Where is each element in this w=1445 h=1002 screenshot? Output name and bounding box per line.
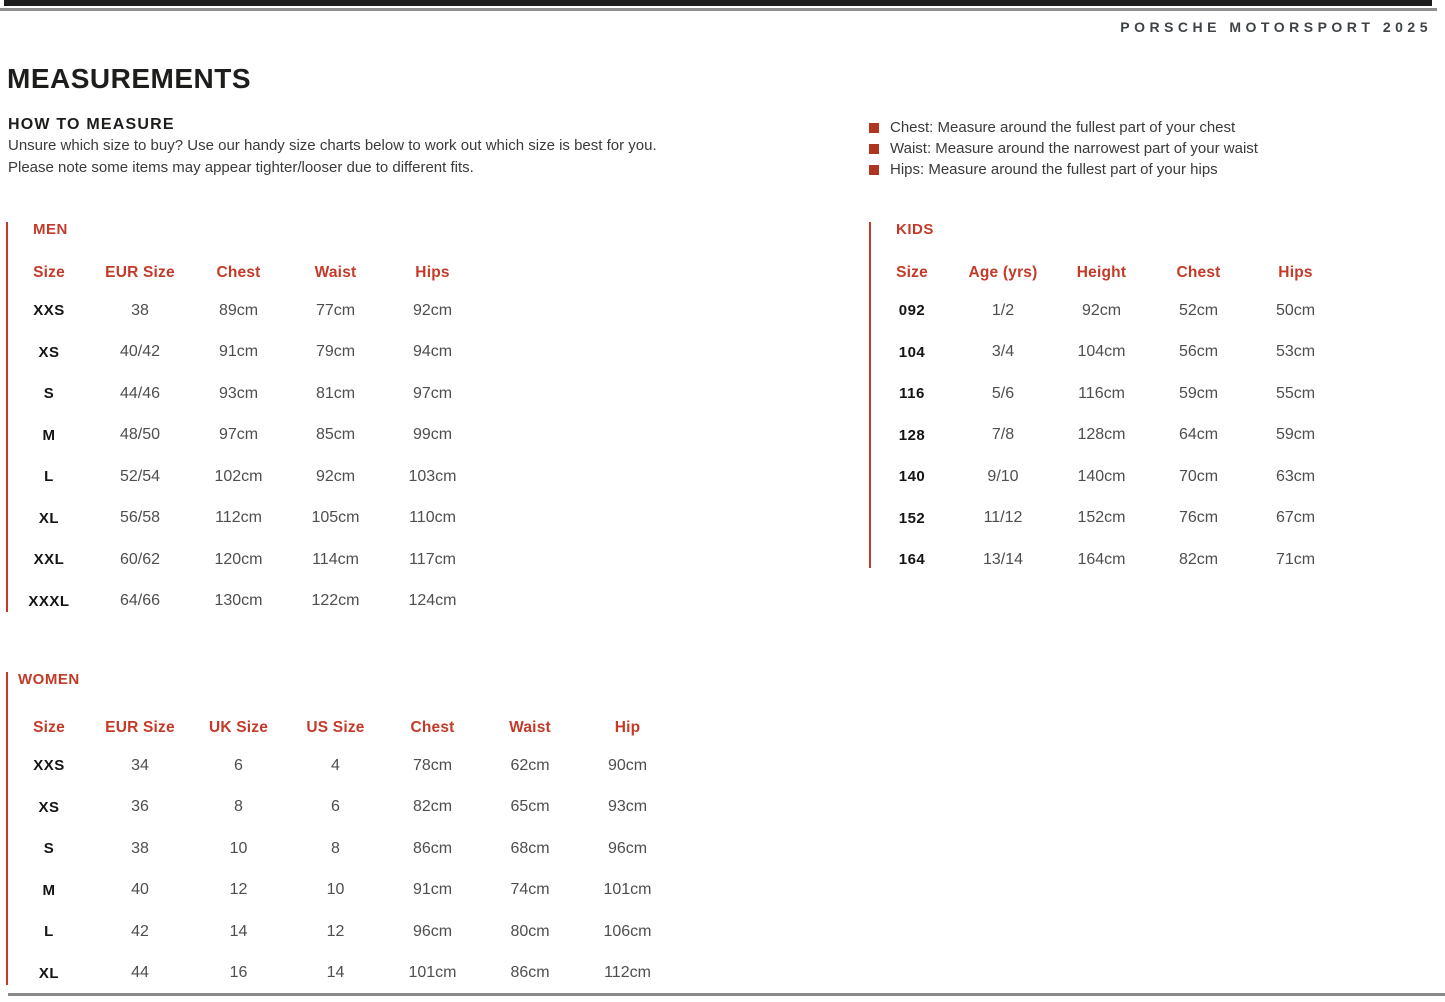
men-value-cell: 38 bbox=[131, 301, 149, 319]
women-value-cell: 34 bbox=[131, 756, 149, 774]
kids-value-cell: 64cm bbox=[1178, 426, 1219, 444]
kids-value-cell: 164cm bbox=[1077, 550, 1126, 568]
kids-value-cell: 11/12 bbox=[983, 509, 1023, 527]
women-column-header: Chest bbox=[410, 718, 455, 736]
women-value-cell: 8 bbox=[331, 839, 340, 857]
women-value-cell: 10 bbox=[326, 881, 345, 899]
tip-chest bbox=[869, 117, 1258, 138]
kids-value-cell: 152cm bbox=[1077, 509, 1126, 527]
men-value-cell: 81cm bbox=[315, 384, 356, 402]
women-value-cell: 62cm bbox=[510, 756, 550, 774]
bullet-square-icon bbox=[869, 144, 879, 154]
kids-value-cell: 92cm bbox=[1081, 301, 1122, 319]
kids-size-table bbox=[869, 222, 1344, 568]
kids-value-cell: 9/10 bbox=[987, 467, 1019, 485]
tip-text: Chest: Measure around the fullest part of your chest bbox=[890, 119, 1236, 136]
kids-value-cell: 7/8 bbox=[991, 426, 1015, 444]
women-value-cell: 12 bbox=[229, 881, 248, 899]
kids-column-header: Chest bbox=[1176, 263, 1221, 281]
women-value-cell: 65cm bbox=[510, 798, 550, 816]
kids-size-cell: 092 bbox=[898, 302, 926, 320]
men-size-cell: S bbox=[43, 385, 55, 403]
women-value-cell: 6 bbox=[234, 756, 243, 774]
kids-value-cell: 140cm bbox=[1077, 467, 1126, 485]
kids-size-cell: 116 bbox=[899, 385, 925, 403]
kids-value-cell: 52cm bbox=[1178, 301, 1219, 319]
kids-value-cell: 104cm bbox=[1077, 343, 1126, 361]
men-value-cell: 114cm bbox=[312, 550, 359, 568]
women-value-cell: 96cm bbox=[412, 922, 453, 940]
women-value-cell: 82cm bbox=[412, 798, 453, 816]
women-size-cell: M bbox=[42, 881, 56, 899]
men-value-cell: 120cm bbox=[214, 550, 263, 568]
men-value-cell: 44/46 bbox=[119, 384, 161, 402]
kids-value-cell: 82cm bbox=[1178, 550, 1219, 568]
women-value-cell: 42 bbox=[131, 922, 149, 940]
men-column-header: EUR Size bbox=[105, 263, 175, 281]
women-table-grid bbox=[8, 710, 676, 994]
women-size-cell: XS bbox=[38, 798, 60, 816]
men-value-cell: 97cm bbox=[412, 384, 453, 402]
women-value-cell: 78cm bbox=[412, 756, 453, 774]
page-title: MEASUREMENTS bbox=[7, 63, 252, 94]
kids-value-cell: 67cm bbox=[1275, 509, 1316, 527]
men-value-cell: 79cm bbox=[315, 343, 356, 361]
men-size-cell: XL bbox=[38, 509, 60, 527]
men-size-cell: M bbox=[42, 426, 56, 444]
women-value-cell: 36 bbox=[131, 798, 149, 816]
measure-tips-list bbox=[869, 117, 1258, 180]
men-value-cell: 93cm bbox=[218, 384, 259, 402]
kids-table-title: KIDS bbox=[896, 221, 934, 238]
kids-value-cell: 76cm bbox=[1178, 509, 1219, 527]
men-column-header: Hips bbox=[415, 263, 450, 281]
men-size-cell: XXS bbox=[33, 302, 65, 320]
women-value-cell: 68cm bbox=[510, 839, 550, 857]
kids-value-cell: 13/14 bbox=[982, 550, 1024, 568]
men-value-cell: 102cm bbox=[214, 467, 263, 485]
women-value-cell: 14 bbox=[229, 922, 248, 940]
kids-column-header: Height bbox=[1076, 263, 1127, 281]
women-value-cell: 38 bbox=[131, 839, 149, 857]
women-column-header: Hip bbox=[614, 718, 641, 736]
women-column-header: Size bbox=[33, 718, 65, 736]
women-value-cell: 8 bbox=[234, 798, 243, 816]
men-table-title: MEN bbox=[33, 221, 68, 238]
women-value-cell: 12 bbox=[326, 922, 345, 940]
men-value-cell: 89cm bbox=[218, 301, 259, 319]
women-value-cell: 101cm bbox=[408, 964, 457, 982]
intro-line-1: Unsure which size to buy? Use our handy size charts below to work out which size is best for you. bbox=[8, 137, 657, 154]
intro-text bbox=[8, 135, 657, 178]
men-value-cell: 77cm bbox=[315, 301, 356, 319]
men-size-table bbox=[6, 222, 481, 612]
kids-value-cell: 3/4 bbox=[991, 343, 1015, 361]
men-size-cell: XS bbox=[38, 343, 60, 361]
men-value-cell: 99cm bbox=[412, 426, 453, 444]
women-column-header: US Size bbox=[306, 718, 365, 736]
kids-value-cell: 5/6 bbox=[991, 384, 1015, 402]
women-value-cell: 112cm bbox=[604, 964, 651, 982]
kids-value-cell: 71cm bbox=[1275, 550, 1316, 568]
women-value-cell: 86cm bbox=[412, 839, 453, 857]
men-value-cell: 124cm bbox=[408, 592, 457, 610]
bullet-square-icon bbox=[869, 165, 879, 175]
women-size-table bbox=[6, 672, 676, 985]
kids-value-cell: 70cm bbox=[1178, 467, 1219, 485]
women-value-cell: 101cm bbox=[603, 881, 652, 899]
kids-value-cell: 116cm bbox=[1078, 384, 1125, 402]
men-value-cell: 85cm bbox=[315, 426, 356, 444]
tip-waist bbox=[869, 138, 1258, 159]
kids-size-cell: 104 bbox=[898, 343, 926, 361]
tip-text: Hips: Measure around the fullest part of your hips bbox=[890, 161, 1218, 178]
women-value-cell: 40 bbox=[131, 881, 149, 899]
men-value-cell: 130cm bbox=[214, 592, 263, 610]
men-value-cell: 40/42 bbox=[119, 343, 161, 361]
men-value-cell: 94cm bbox=[412, 343, 453, 361]
kids-column-header: Hips bbox=[1278, 263, 1313, 281]
women-value-cell: 93cm bbox=[607, 798, 648, 816]
men-size-cell: XXXL bbox=[28, 592, 70, 610]
men-value-cell: 97cm bbox=[218, 426, 259, 444]
men-value-cell: 91cm bbox=[218, 343, 259, 361]
kids-column-header: Size bbox=[896, 263, 928, 281]
women-column-header: UK Size bbox=[208, 718, 269, 736]
men-value-cell: 64/66 bbox=[119, 592, 161, 610]
men-value-cell: 52/54 bbox=[119, 467, 161, 485]
kids-value-cell: 59cm bbox=[1275, 426, 1316, 444]
women-table-title: WOMEN bbox=[18, 671, 80, 688]
brand-header: PORSCHE MOTORSPORT 2025 bbox=[1120, 19, 1432, 35]
kids-value-cell: 1/2 bbox=[991, 301, 1015, 319]
men-column-header: Size bbox=[33, 263, 65, 281]
men-value-cell: 112cm bbox=[215, 509, 262, 527]
bottom-gray-rule bbox=[8, 993, 1445, 996]
women-size-cell: S bbox=[43, 840, 55, 858]
women-value-cell: 10 bbox=[229, 839, 248, 857]
women-size-cell: XL bbox=[38, 964, 60, 982]
kids-value-cell: 50cm bbox=[1275, 301, 1316, 319]
women-column-header: Waist bbox=[509, 718, 551, 736]
women-value-cell: 16 bbox=[229, 964, 248, 982]
women-size-cell: L bbox=[44, 923, 54, 941]
kids-size-cell: 152 bbox=[898, 509, 926, 527]
top-gray-rule bbox=[0, 8, 1437, 11]
men-value-cell: 110cm bbox=[409, 509, 456, 527]
tip-text: Waist: Measure around the narrowest part of your waist bbox=[890, 140, 1258, 157]
women-value-cell: 6 bbox=[331, 798, 340, 816]
top-black-bar bbox=[4, 0, 1432, 6]
bullet-square-icon bbox=[869, 123, 879, 133]
kids-value-cell: 53cm bbox=[1275, 343, 1316, 361]
women-column-header: EUR Size bbox=[105, 718, 175, 736]
men-value-cell: 48/50 bbox=[119, 426, 161, 444]
men-size-cell: XXL bbox=[33, 551, 65, 569]
men-table-grid bbox=[8, 255, 481, 622]
women-value-cell: 91cm bbox=[412, 881, 453, 899]
women-size-cell: XXS bbox=[33, 757, 65, 775]
men-value-cell: 60/62 bbox=[119, 550, 161, 568]
kids-value-cell: 56cm bbox=[1178, 343, 1219, 361]
women-value-cell: 4 bbox=[331, 756, 340, 774]
men-column-header: Waist bbox=[314, 263, 357, 281]
how-to-measure-title: HOW TO MEASURE bbox=[8, 116, 175, 133]
kids-value-cell: 55cm bbox=[1275, 384, 1316, 402]
women-value-cell: 86cm bbox=[510, 964, 550, 982]
men-value-cell: 92cm bbox=[315, 467, 356, 485]
kids-size-cell: 128 bbox=[898, 426, 926, 444]
tip-hips bbox=[869, 159, 1258, 180]
men-value-cell: 92cm bbox=[412, 301, 453, 319]
women-value-cell: 96cm bbox=[607, 839, 648, 857]
intro-line-2: Please note some items may appear tighter/looser due to different fits. bbox=[8, 158, 474, 176]
women-value-cell: 106cm bbox=[603, 922, 652, 940]
kids-column-header: Age (yrs) bbox=[968, 263, 1038, 281]
men-value-cell: 105cm bbox=[311, 509, 360, 527]
women-value-cell: 80cm bbox=[510, 922, 550, 940]
kids-value-cell: 63cm bbox=[1275, 467, 1316, 485]
women-value-cell: 74cm bbox=[510, 881, 550, 899]
men-value-cell: 122cm bbox=[311, 592, 360, 610]
kids-value-cell: 128cm bbox=[1077, 426, 1126, 444]
men-value-cell: 103cm bbox=[408, 467, 457, 485]
kids-table-grid bbox=[871, 255, 1344, 581]
men-size-cell: L bbox=[44, 468, 54, 486]
men-column-header: Chest bbox=[216, 263, 261, 281]
kids-size-cell: 164 bbox=[898, 551, 926, 569]
men-value-cell: 117cm bbox=[409, 550, 456, 568]
kids-value-cell: 59cm bbox=[1178, 384, 1219, 402]
women-value-cell: 44 bbox=[131, 964, 149, 982]
women-value-cell: 14 bbox=[326, 964, 345, 982]
kids-size-cell: 140 bbox=[898, 468, 926, 486]
men-value-cell: 56/58 bbox=[119, 509, 161, 527]
women-value-cell: 90cm bbox=[607, 756, 648, 774]
